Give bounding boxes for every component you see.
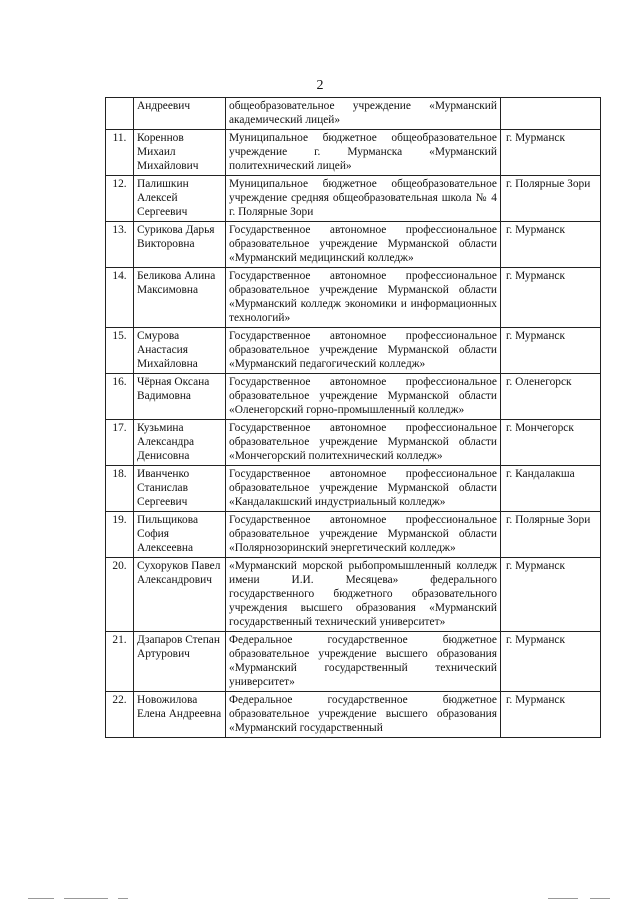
organization-cell: Государственное автономное профессиональное образовательное учреждение Мурманской области «Полярнозоринский энергетический колледж» xyxy=(226,512,501,558)
table-row xyxy=(106,328,601,374)
table-row xyxy=(106,692,601,738)
participant-name-cell: Дзапаров Степан Артурович xyxy=(134,632,226,692)
table-row xyxy=(106,512,601,558)
participant-name-cell: Беликова Алина Максимовна xyxy=(134,268,226,328)
city-cell: г. Мурманск xyxy=(501,222,601,268)
organization-cell: общеобразовательное учреждение «Мурманский академический лицей» xyxy=(226,98,501,130)
participant-name-cell: Пильщикова София Алексеевна xyxy=(134,512,226,558)
table-row xyxy=(106,176,601,222)
organization-cell: Муниципальное бюджетное общеобразовательное учреждение средняя общеобразовательная школа № 4 г. Полярные Зори xyxy=(226,176,501,222)
organization-cell: Государственное автономное профессиональное образовательное учреждение Мурманской области «Оленегорский горно-промышленный колледж» xyxy=(226,374,501,420)
row-number-cell: 18. xyxy=(106,466,134,512)
city-cell: г. Мончегорск xyxy=(501,420,601,466)
row-number-cell: 20. xyxy=(106,558,134,632)
city-cell: г. Мурманск xyxy=(501,130,601,176)
page-number: 2 xyxy=(316,78,324,93)
participant-name-cell: Сухоруков Павел Александрович xyxy=(134,558,226,632)
participants-table-body xyxy=(106,98,601,738)
organization-cell: Федеральное государственное бюджетное образовательное учреждение высшего образования «Мурманский государственный технический университет» xyxy=(226,632,501,692)
organization-cell: «Мурманский морской рыбопромышленный колледж имени И.И. Месяцева» федерального государственного бюджетного образовательного учреждения высшего образования «Мурманский государственный технический университет» xyxy=(226,558,501,632)
row-number-cell: 11. xyxy=(106,130,134,176)
organization-cell: Государственное автономное профессиональное образовательное учреждение Мурманской области «Мончегорский политехнический колледж» xyxy=(226,420,501,466)
row-number-cell: 14. xyxy=(106,268,134,328)
city-cell: г. Полярные Зори xyxy=(501,512,601,558)
row-number-cell: 16. xyxy=(106,374,134,420)
table-row xyxy=(106,420,601,466)
participant-name-cell: Чёрная Оксана Вадимовна xyxy=(134,374,226,420)
participant-name-cell: Смурова Анастасия Михайловна xyxy=(134,328,226,374)
table-row xyxy=(106,466,601,512)
scan-edge-marks xyxy=(0,896,640,902)
row-number-cell: 21. xyxy=(106,632,134,692)
table-row xyxy=(106,130,601,176)
participant-name-cell: Андреевич xyxy=(134,98,226,130)
table-row xyxy=(106,632,601,692)
city-cell: г. Мурманск xyxy=(501,692,601,738)
participant-name-cell: Новожилова Елена Андреевна xyxy=(134,692,226,738)
organization-cell: Государственное автономное профессиональное образовательное учреждение Мурманской области «Мурманский педагогический колледж» xyxy=(226,328,501,374)
row-number-cell: 17. xyxy=(106,420,134,466)
participant-name-cell: Иванченко Станислав Сергеевич xyxy=(134,466,226,512)
organization-cell: Муниципальное бюджетное общеобразовательное учреждение г. Мурманска «Мурманский политехнический лицей» xyxy=(226,130,501,176)
row-number-cell: 19. xyxy=(106,512,134,558)
row-number-cell: 15. xyxy=(106,328,134,374)
city-cell: г. Мурманск xyxy=(501,268,601,328)
organization-cell: Государственное автономное профессиональное образовательное учреждение Мурманской области «Мурманский медицинский колледж» xyxy=(226,222,501,268)
table-row xyxy=(106,222,601,268)
organization-cell: Государственное автономное профессиональное образовательное учреждение Мурманской области «Кандалакшский индустриальный колледж» xyxy=(226,466,501,512)
table-row xyxy=(106,268,601,328)
organization-cell: Государственное автономное профессиональное образовательное учреждение Мурманской области «Мурманский колледж экономики и информационных технологий» xyxy=(226,268,501,328)
participant-name-cell: Кореннов Михаил Михайлович xyxy=(134,130,226,176)
table-row xyxy=(106,558,601,632)
row-number-cell: 22. xyxy=(106,692,134,738)
participants-table xyxy=(105,97,601,738)
row-number-cell: 13. xyxy=(106,222,134,268)
participant-name-cell: Кузьмина Александра Денисовна xyxy=(134,420,226,466)
city-cell: г. Мурманск xyxy=(501,328,601,374)
row-number-cell: 12. xyxy=(106,176,134,222)
city-cell: г. Мурманск xyxy=(501,558,601,632)
city-cell: г. Кандалакша xyxy=(501,466,601,512)
organization-cell: Федеральное государственное бюджетное образовательное учреждение высшего образования «Мурманский государственный xyxy=(226,692,501,738)
participant-name-cell: Палишкин Алексей Сергеевич xyxy=(134,176,226,222)
table-row xyxy=(106,374,601,420)
city-cell: г. Полярные Зори xyxy=(501,176,601,222)
city-cell: г. Оленегорск xyxy=(501,374,601,420)
row-number-cell xyxy=(106,98,134,130)
city-cell xyxy=(501,98,601,130)
table-row xyxy=(106,98,601,130)
city-cell: г. Мурманск xyxy=(501,632,601,692)
participant-name-cell: Сурикова Дарья Викторовна xyxy=(134,222,226,268)
